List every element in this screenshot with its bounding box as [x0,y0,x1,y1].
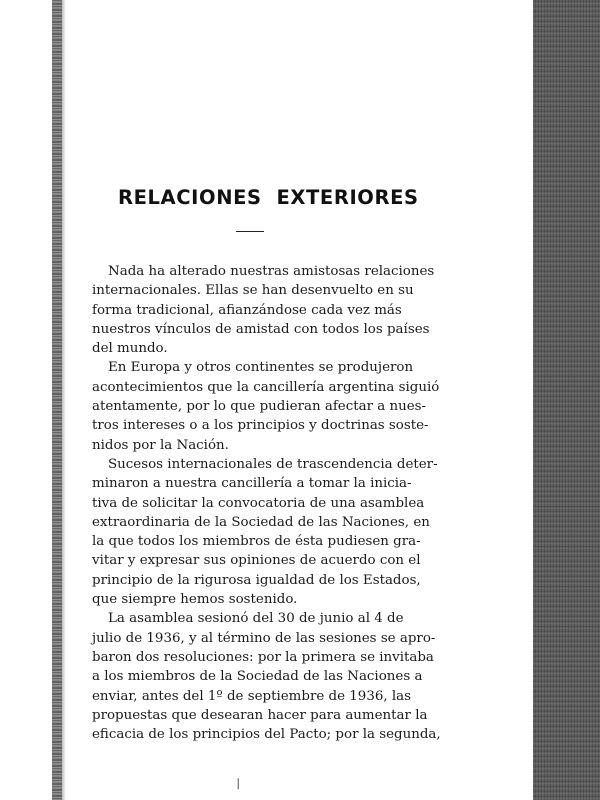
text-line: julio de 1936, y al término de las sesiones se apro- [92,630,436,646]
scan-mark: ⎸ [238,777,249,790]
text-line: a los miembros de la Sociedad de las Naciones a [92,669,423,685]
text-line: enviar, antes del 1º de septiembre de 1936, las [92,688,412,704]
text-line: la que todos los miembros de ésta pudiesen gra- [92,534,421,550]
text-line: nidos por la Nación. [92,437,229,453]
title-divider [236,231,264,232]
text-line: Nada ha alterado nuestras amistosas relaciones [108,264,435,279]
text-line: principio de la rigurosa igualdad de los Estados, [92,572,421,588]
scan-right-edge [533,0,600,800]
text-line: tros intereses o a los principios y doctrinas soste- [92,418,429,434]
body-text [92,262,441,744]
text-line: La asamblea sesionó del 30 de junio al 4 de [108,611,404,627]
text-line: que siempre hemos sostenido. [92,592,298,608]
text-line: tiva de solicitar la convocatoria de una asamblea [92,495,425,511]
text-line: forma tradicional, afianzándose cada vez más [92,302,402,318]
text-line: eficacia de los principios del Pacto; por la segunda, [92,727,441,743]
text-line: nuestros vínculos de amistad con todos los países [92,321,430,337]
text-line: minaron a nuestra cancillería a tomar la inicia- [92,476,412,492]
text-line: Sucesos internacionales de trascendencia deter- [108,456,438,472]
text-line: acontecimientos que la cancillería argentina siguió [92,379,440,395]
text-line: propuestas que desearan hacer para aumentar la [92,707,428,723]
text-line: vitar y expresar sus opiniones de acuerdo con el [92,553,421,569]
text-line: atentamente, por lo que pudieran afectar a nues- [92,399,427,415]
scan-left-edge [52,0,62,800]
page-title: RELACIONES EXTERIORES [118,186,419,209]
text-line: del mundo. [92,341,168,357]
text-line: En Europa y otros continentes se produjeron [108,360,414,376]
text-line: baron dos resoluciones: por la primera se invitaba [92,649,434,665]
text-line: extraordinaria de la Sociedad de las Naciones, en [92,514,430,530]
text-line: internacionales. Ellas se han desenvuelto en su [92,283,414,299]
scan-left-edge-shadow [62,0,66,800]
